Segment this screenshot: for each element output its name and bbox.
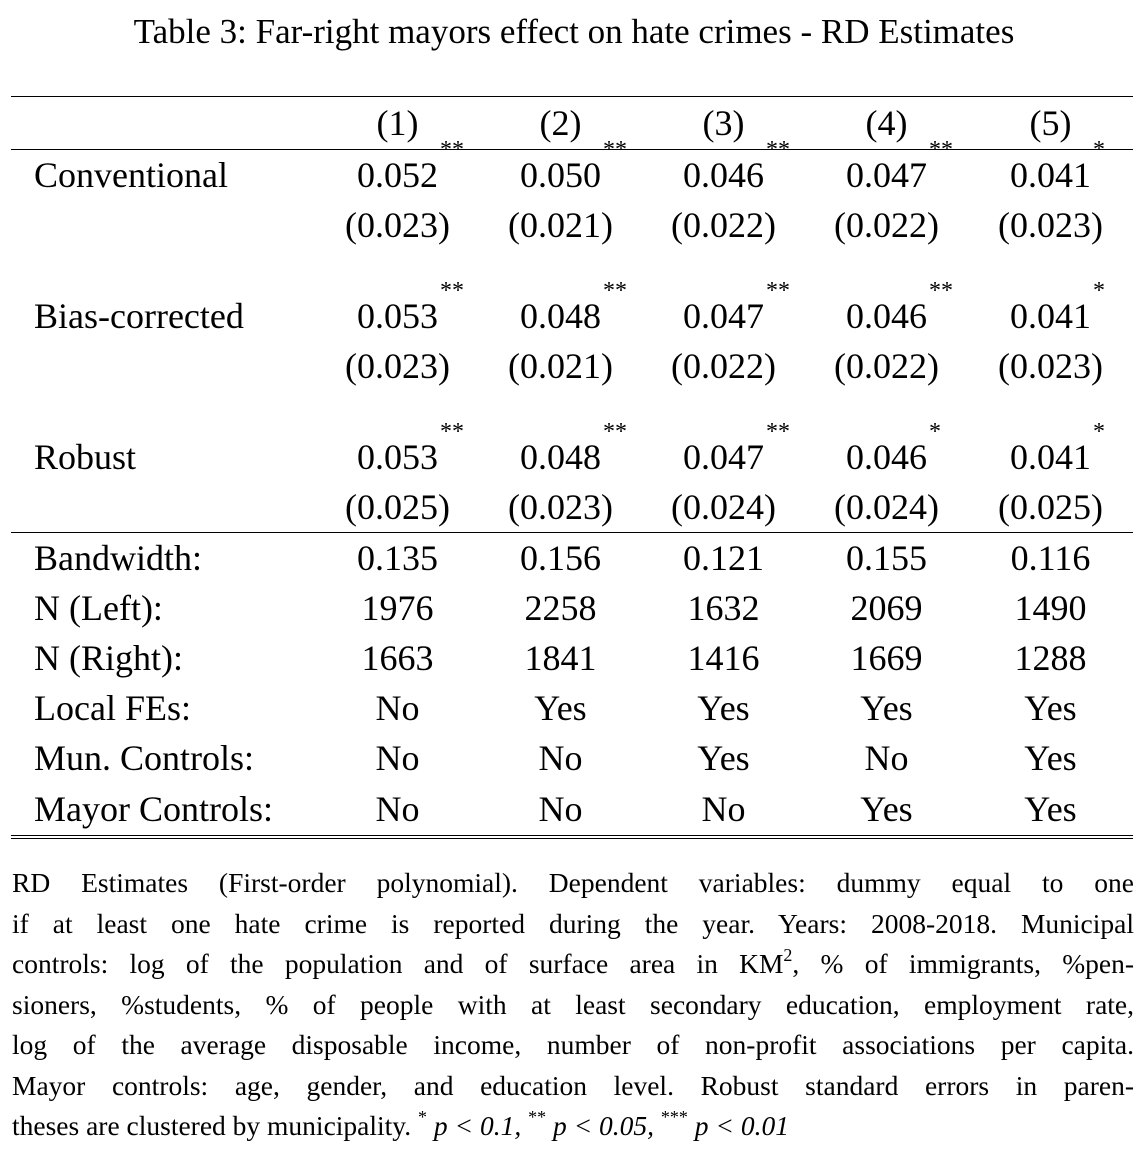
stat-cell: No [538,738,583,778]
se-cell: (0.023) [998,346,1103,386]
stat-cell: 1669 [850,638,923,678]
coef-value: 0.041 [1010,437,1091,477]
significance-stars: ** [929,278,953,304]
row-label: Conventional [34,155,228,195]
coef-cell [968,278,1133,341]
column-header: (5) [968,97,1133,150]
row-label: Mun. Controls: [34,738,255,778]
stats-row-mayor-controls [11,783,1133,837]
se-cell: (0.021) [508,205,613,245]
significance-stars: ** [440,419,464,445]
coef-value: 0.041 [1010,296,1091,336]
row-label: Mayor Controls: [11,783,316,837]
stat-cell: 1632 [687,588,760,628]
significance-stars: * [1093,278,1105,304]
significance-stars: ** [440,137,464,163]
p-value-text: p < 0.01 [687,1110,789,1141]
se-row-bias-corrected [11,341,1133,391]
spacer-row [11,391,1133,432]
row-label: Bandwidth: [34,538,202,578]
se-cell: (0.024) [805,482,968,533]
stat-cell: 0.116 [1010,538,1091,578]
coef-cell [316,419,479,482]
coef-cell [642,419,805,482]
significance-stars: ** [440,278,464,304]
note-line: sioners, %students, % of people with at least secondary education, employment rate, [12,988,1134,1020]
row-label: N (Right): [34,638,183,678]
coef-cell [642,278,805,341]
se-cell: (0.023) [998,205,1103,245]
se-cell: (0.025) [316,482,479,533]
significance-star: *** [660,1106,688,1127]
table-note [12,863,1134,1147]
coef-cell [805,137,968,201]
stat-cell: No [316,783,479,837]
coef-value: 0.053 [357,437,438,477]
significance-stars: * [1093,137,1105,163]
coef-value: 0.053 [357,296,438,336]
note-line: log of the average disposable income, number of non-profit associations per capita. [12,1029,1134,1060]
se-cell: (0.023) [345,205,450,245]
stat-cell: 0.121 [683,538,764,578]
significance-stars: ** [766,278,790,304]
coef-value: 0.047 [683,437,764,477]
stat-cell: Yes [968,783,1133,837]
significance-stars: ** [603,137,627,163]
coef-cell [805,278,968,341]
stat-cell: 0.155 [846,538,927,578]
estimate-row-robust [11,432,1133,482]
se-cell: (0.022) [834,346,939,386]
se-row-robust [11,482,1133,533]
se-cell: (0.022) [834,205,939,245]
row-label: Local FEs: [34,688,191,728]
coef-cell [479,137,642,201]
se-cell: (0.025) [968,482,1133,533]
stat-cell: Yes [697,738,750,778]
stat-cell: 1288 [1014,638,1087,678]
stat-cell: Yes [1024,688,1077,728]
spacer-row [11,250,1133,291]
stat-cell: 1663 [361,638,434,678]
stat-cell: No [642,783,805,837]
stat-cell: No [375,688,420,728]
estimate-row-conventional [11,150,1133,201]
stat-cell: Yes [697,688,750,728]
column-header: (2) [479,97,642,150]
significance-stars: ** [929,137,953,163]
stat-cell: Yes [805,783,968,837]
results-table [11,96,1133,839]
stats-row-n-right [11,633,1133,683]
row-label: N (Left): [34,588,163,628]
stat-cell: 1841 [524,638,597,678]
significance-star: ** [528,1106,547,1127]
coef-value: 0.048 [520,437,601,477]
coef-value: 0.050 [520,155,601,195]
coef-cell [642,137,805,201]
se-cell: (0.023) [345,346,450,386]
coef-value: 0.052 [357,155,438,195]
note-line: if at least one hate crime is reported during the year. Years: 2008-2018. Municipal [12,907,1134,939]
significance-star: * [418,1106,428,1127]
coef-value: 0.046 [846,437,927,477]
coef-value: 0.046 [683,155,764,195]
se-cell: (0.022) [671,346,776,386]
stat-cell: 0.135 [357,538,438,578]
se-cell: (0.022) [671,205,776,245]
estimate-row-bias-corrected [11,291,1133,341]
stat-cell: 1490 [1014,588,1087,628]
se-cell: (0.024) [642,482,805,533]
stat-cell: 2258 [524,588,597,628]
se-row-conventional [11,200,1133,250]
coef-cell [805,419,968,482]
header-empty-cell [11,97,316,150]
stat-cell: No [864,738,909,778]
column-header: (1) [316,97,479,150]
stat-cell: Yes [1024,738,1077,778]
column-header: (4) [805,97,968,150]
se-cell: (0.023) [479,482,642,533]
significance-stars: ** [766,419,790,445]
significance-stars: * [1093,419,1105,445]
coef-cell [316,137,479,201]
superscript: 2 [783,944,793,965]
stats-row-local-fes [11,683,1133,733]
row-label: Robust [34,437,137,477]
stat-cell: 0.156 [520,538,601,578]
column-header-row [11,97,1133,150]
stat-cell: No [375,738,420,778]
stats-row-mun-controls [11,733,1133,783]
stat-cell: 1416 [687,638,760,678]
coef-value: 0.041 [1010,155,1091,195]
note-line: RD Estimates (First-order polynomial). Dependent variables: dummy equal to one [12,867,1134,898]
stat-cell: Yes [534,688,587,728]
stat-cell: 2069 [850,588,923,628]
note-line: theses are clustered by municipality. * p < 0.1, ** p < 0.05, *** p < 0.01 [12,1106,789,1141]
stat-cell: Yes [860,688,913,728]
se-cell: (0.021) [508,346,613,386]
note-line: controls: log of the population and of surface area in $KM^2$, % of immigrants, %pen- [12,944,1134,979]
stat-cell: No [479,783,642,837]
stats-row-n-left [11,583,1133,633]
p-value-text: p < 0.05, [546,1110,661,1141]
coef-value: 0.046 [846,296,927,336]
coef-cell [479,419,642,482]
coef-cell [479,278,642,341]
coef-value: 0.048 [520,296,601,336]
coef-cell [316,278,479,341]
p-value-text: p < 0.1, [427,1110,529,1141]
significance-stars: ** [603,419,627,445]
coef-cell [968,419,1133,482]
stats-row-bandwidth [11,533,1133,584]
significance-stars: ** [766,137,790,163]
coef-value: 0.047 [846,155,927,195]
coef-cell [968,137,1133,201]
table-caption: Table 3: Far-right mayors effect on hate crimes - RD Estimates [133,12,1015,51]
column-header: (3) [642,97,805,150]
note-line: Mayor controls: age, gender, and education level. Robust standard errors in paren- [12,1069,1134,1101]
significance-stars: ** [603,278,627,304]
stat-cell: 1976 [361,588,434,628]
significance-stars: * [929,419,941,445]
coef-value: 0.047 [683,296,764,336]
row-label: Bias-corrected [34,296,244,336]
